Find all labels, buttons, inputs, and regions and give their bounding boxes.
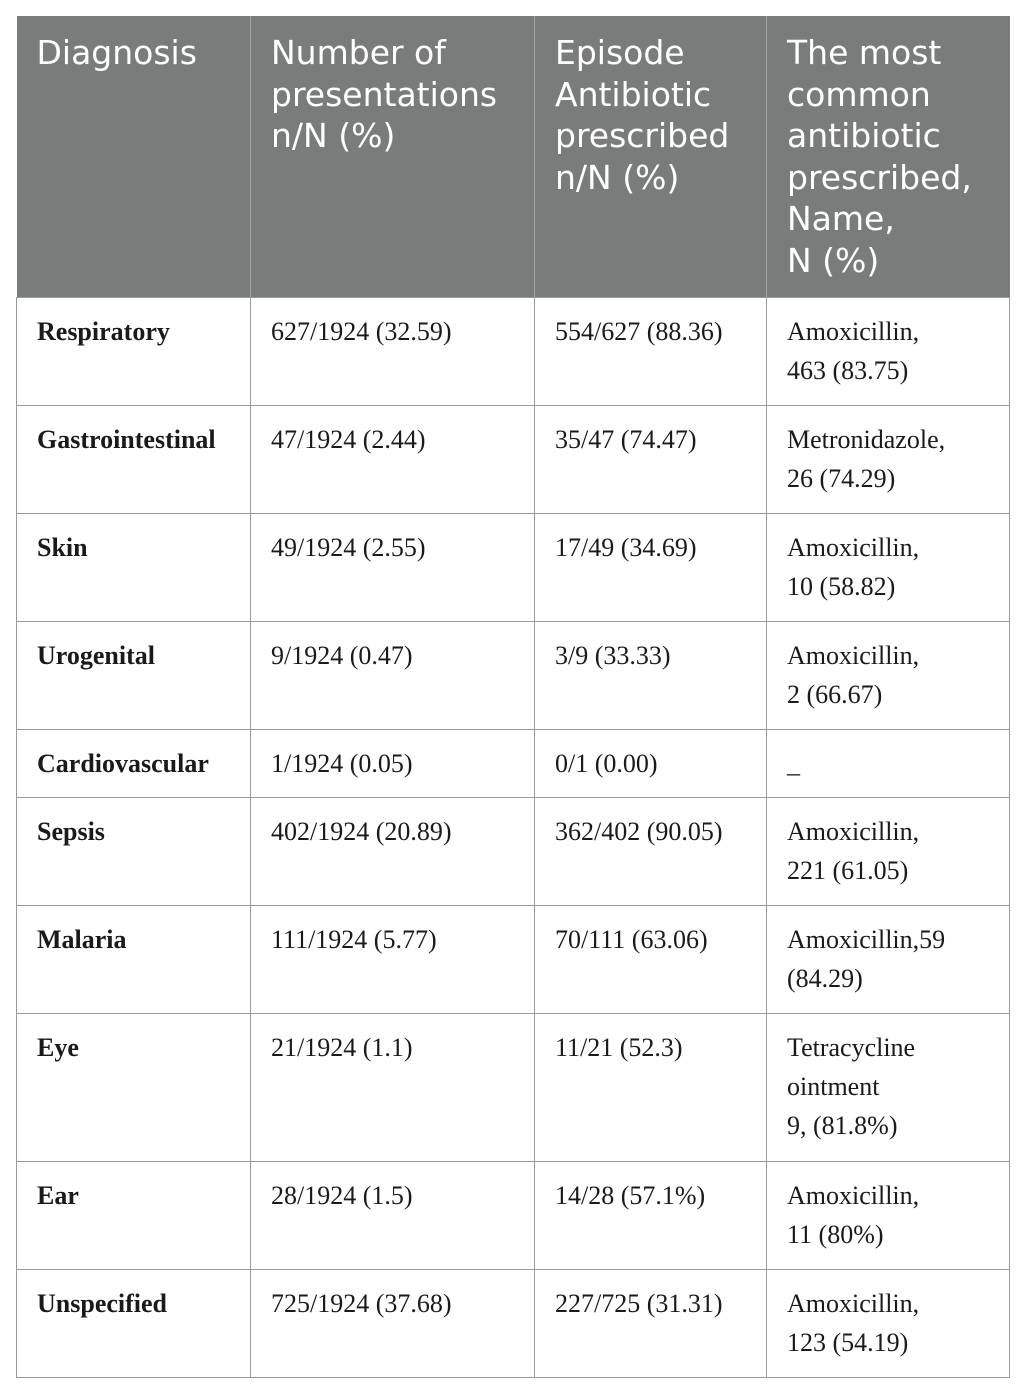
cell-diagnosis: Malaria [17,906,251,1014]
cell-presentations: 725/1924 (37.68) [251,1270,535,1378]
table-row [17,1014,1010,1162]
cell-prescribed: 17/49 (34.69) [535,514,767,622]
cell-diagnosis: Skin [17,514,251,622]
cell-prescribed: 14/28 (57.1%) [535,1162,767,1270]
antibiotic-prescription-table [16,16,1010,1378]
header-antibiotic-prescribed: Episode Antibiotic prescribed n/N (%) [535,16,767,298]
table-header [17,16,1010,298]
table-row [17,906,1010,1014]
cell-diagnosis: Unspecified [17,1270,251,1378]
header-diagnosis: Diagnosis [17,16,251,298]
table-row [17,514,1010,622]
cell-prescribed: 70/111 (63.06) [535,906,767,1014]
cell-presentations: 1/1924 (0.05) [251,730,535,798]
cell-prescribed: 227/725 (31.31) [535,1270,767,1378]
table-row [17,622,1010,730]
cell-prescribed: 35/47 (74.47) [535,406,767,514]
cell-diagnosis: Urogenital [17,622,251,730]
table-row [17,406,1010,514]
cell-diagnosis: Cardiovascular [17,730,251,798]
cell-diagnosis: Sepsis [17,798,251,906]
antibiotic-table-container [16,16,1009,1378]
cell-diagnosis: Eye [17,1014,251,1162]
cell-prescribed: 362/402 (90.05) [535,798,767,906]
header-row [17,16,1010,298]
cell-most-common: _ [767,730,1010,798]
cell-diagnosis: Gastrointestinal [17,406,251,514]
cell-most-common: Amoxicillin, 10 (58.82) [767,514,1010,622]
cell-prescribed: 0/1 (0.00) [535,730,767,798]
cell-diagnosis: Ear [17,1162,251,1270]
cell-most-common: Amoxicillin, 2 (66.67) [767,622,1010,730]
table-body [17,298,1010,1378]
table-row [17,1270,1010,1378]
cell-most-common: Tetracycline ointment 9, (81.8%) [767,1014,1010,1162]
cell-presentations: 111/1924 (5.77) [251,906,535,1014]
cell-presentations: 627/1924 (32.59) [251,298,535,406]
cell-presentations: 9/1924 (0.47) [251,622,535,730]
cell-prescribed: 554/627 (88.36) [535,298,767,406]
cell-prescribed: 11/21 (52.3) [535,1014,767,1162]
cell-prescribed: 3/9 (33.33) [535,622,767,730]
table-row [17,1162,1010,1270]
header-presentations: Number of presentations n/N (%) [251,16,535,298]
cell-most-common: Metronidazole, 26 (74.29) [767,406,1010,514]
cell-presentations: 21/1924 (1.1) [251,1014,535,1162]
cell-presentations: 402/1924 (20.89) [251,798,535,906]
cell-presentations: 47/1924 (2.44) [251,406,535,514]
table-row [17,298,1010,406]
cell-most-common: Amoxicillin, 11 (80%) [767,1162,1010,1270]
table-row [17,798,1010,906]
cell-diagnosis: Respiratory [17,298,251,406]
table-row [17,730,1010,798]
cell-most-common: Amoxicillin,59 (84.29) [767,906,1010,1014]
cell-most-common: Amoxicillin, 221 (61.05) [767,798,1010,906]
header-most-common-antibiotic: The most common antibiotic prescribed, Name, N (%) [767,16,1010,298]
cell-most-common: Amoxicillin, 463 (83.75) [767,298,1010,406]
cell-presentations: 49/1924 (2.55) [251,514,535,622]
cell-most-common: Amoxicillin, 123 (54.19) [767,1270,1010,1378]
cell-presentations: 28/1924 (1.5) [251,1162,535,1270]
